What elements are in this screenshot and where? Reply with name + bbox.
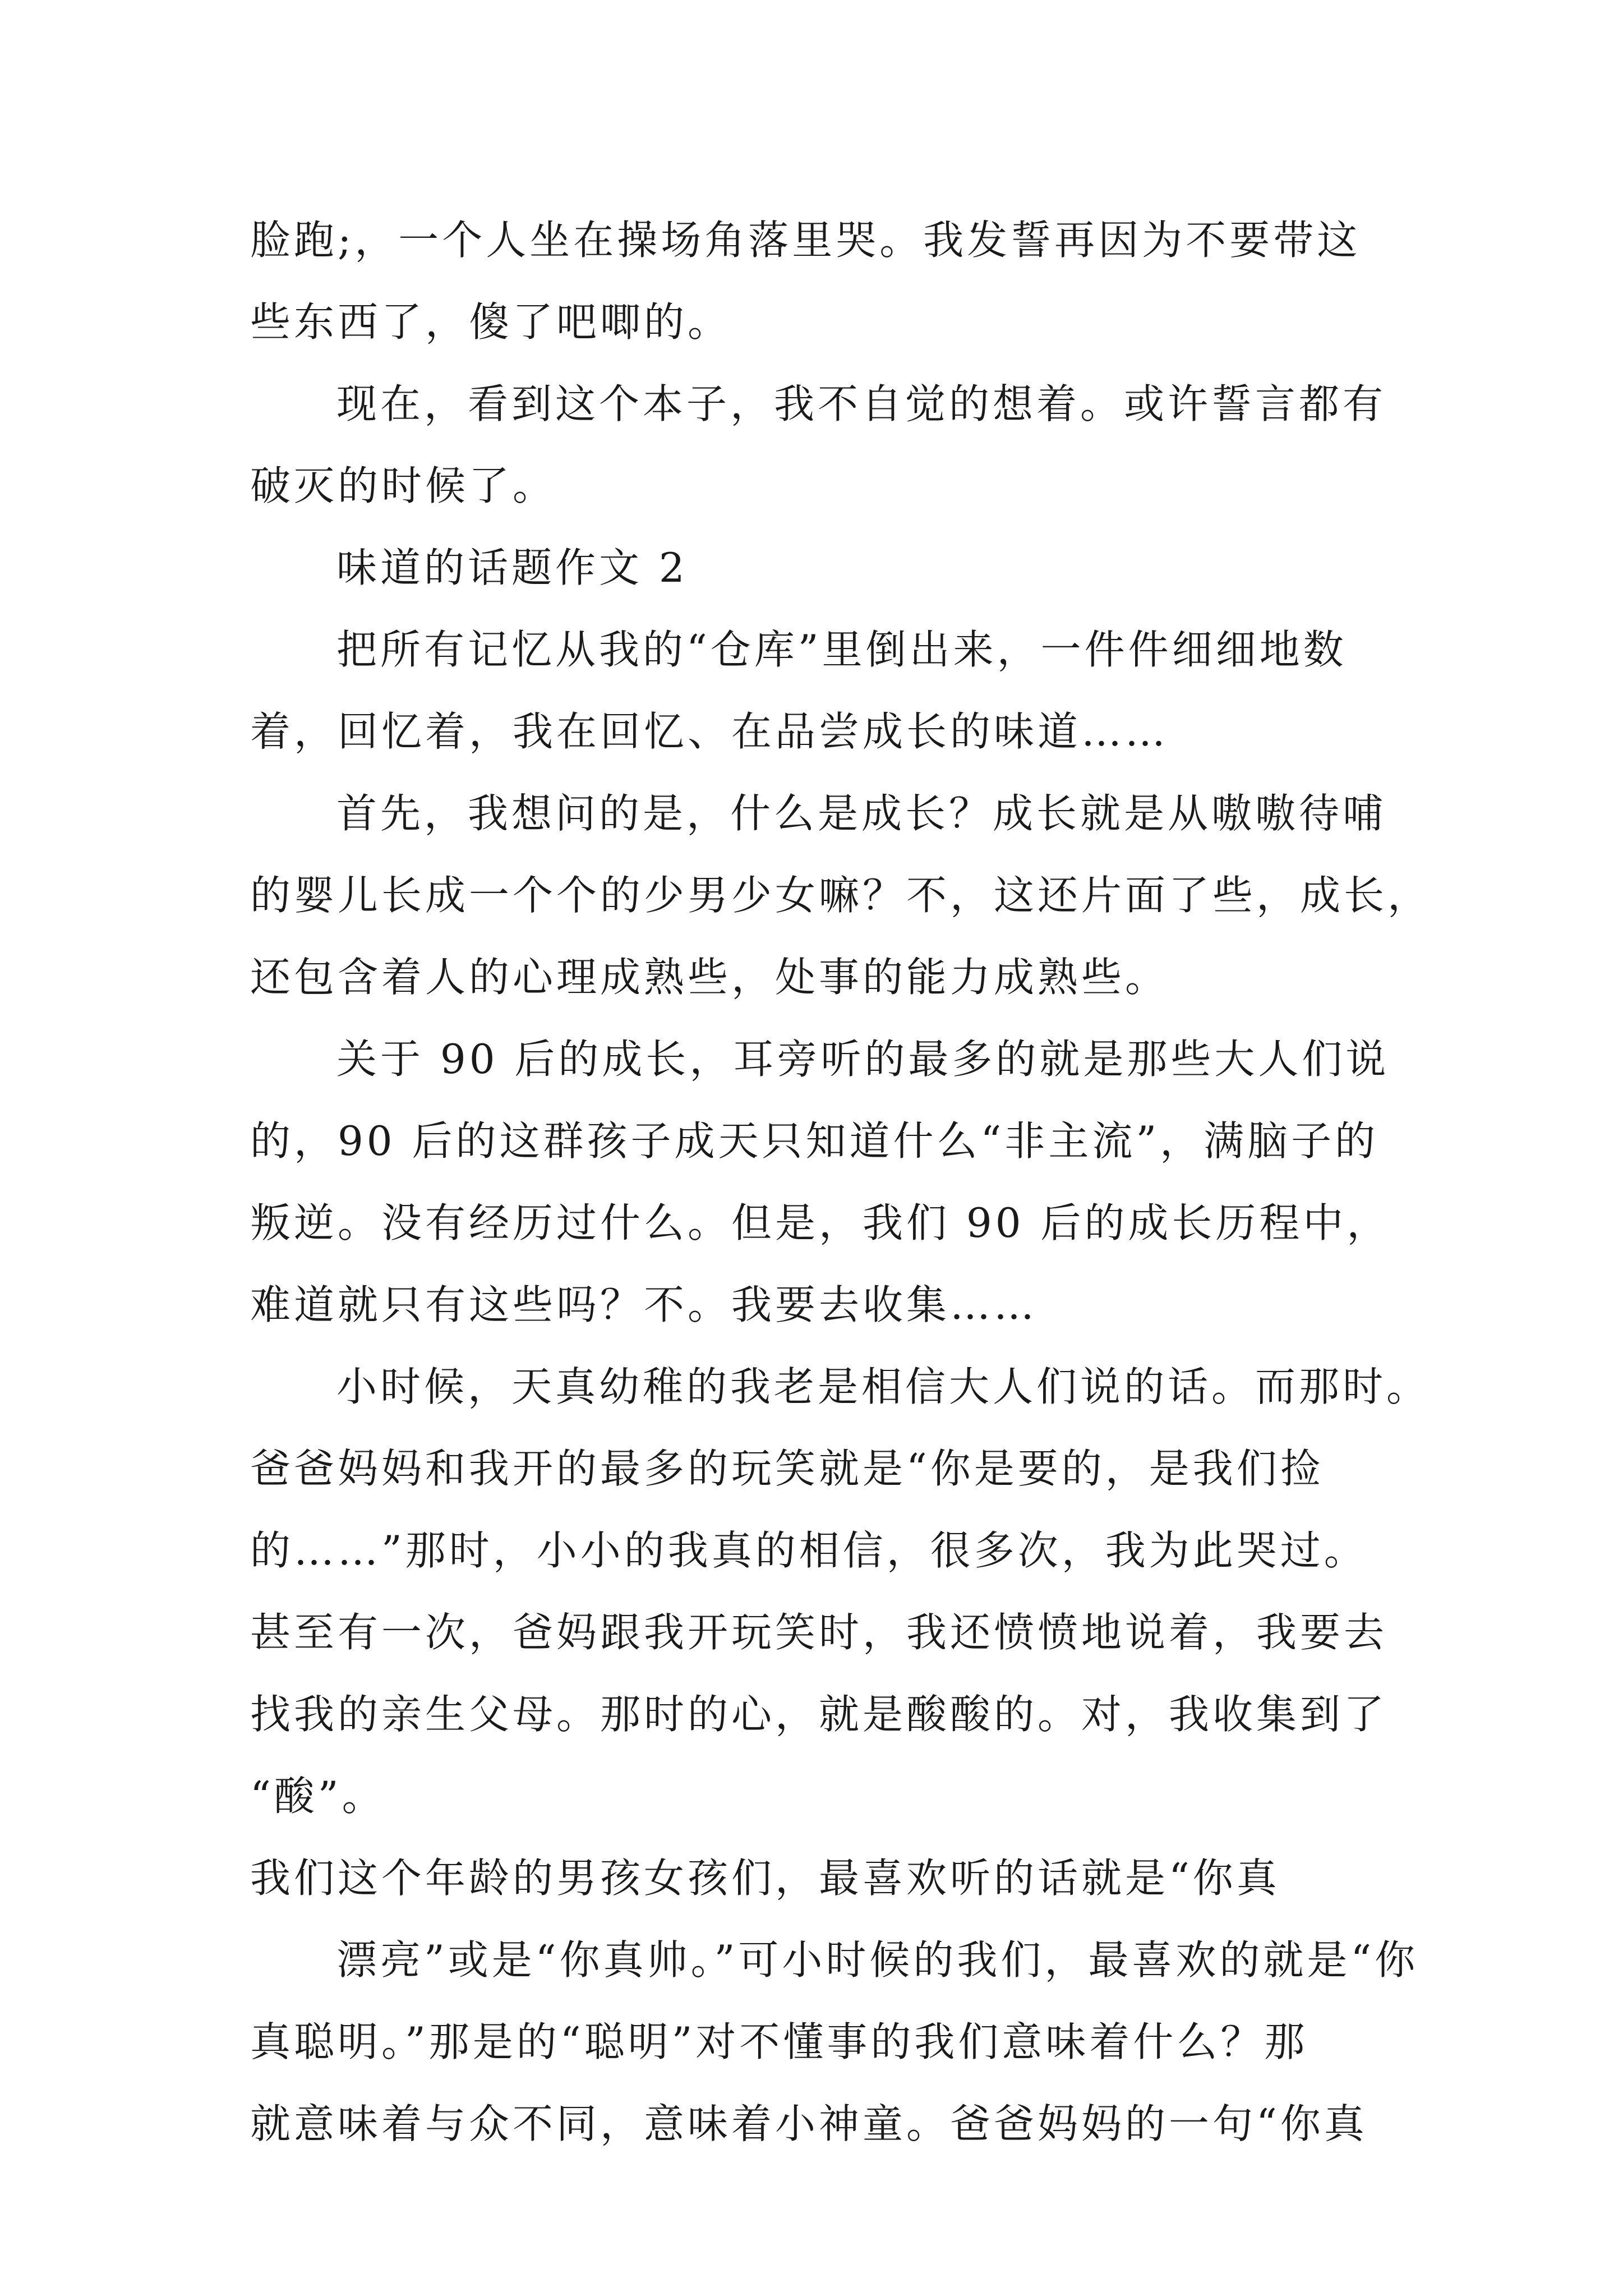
text-line: 破灭的时候了。 — [250, 462, 557, 509]
text-line: 漂亮”或是“你真帅。”可小时候的我们，最喜欢的就是“你 — [336, 1936, 1419, 1984]
text-line: 的……”那时，小小的我真的相信，很多次，我为此哭过。 — [250, 1527, 1368, 1574]
text-line: 难道就只有这些吗？不。我要去收集…… — [250, 1281, 1038, 1328]
text-line: 些东西了，傻了吧唧的。 — [250, 298, 732, 346]
text-line: 小时候，天真幼稚的我老是相信大人们说的话。而那时。 — [336, 1363, 1431, 1410]
text-line: 甚至有一次，爸妈跟我开玩笑时，我还愤愤地说着，我要去 — [250, 1609, 1388, 1656]
text-line: 关于 90 后的成长，耳旁听的最多的就是那些大人们说 — [336, 1036, 1390, 1083]
text-line: 脸跑;，一个人坐在操场角落里哭。我发誓再因为不要带这 — [250, 217, 1361, 264]
text-line: 的，90 后的这群孩子成天只知道什么“非主流”，满脑子的 — [250, 1117, 1379, 1165]
text-line: 爸爸妈妈和我开的最多的玩笑就是“你是要的，是我们捡 — [250, 1445, 1324, 1492]
text-line: 还包含着人的心理成熟些，处事的能力成熟些。 — [250, 954, 1169, 1001]
text-line: 找我的亲生父母。那时的心，就是酸酸的。对，我收集到了 — [250, 1691, 1388, 1738]
text-line: 把所有记忆从我的“仓库”里倒出来，一件件细细地数 — [336, 626, 1347, 673]
section-heading: 味道的话题作文 2 — [336, 544, 688, 591]
text-line: 真聪明。”那是的“聪明”对不懂事的我们意味着什么？那 — [250, 2018, 1308, 2065]
text-line: “酸”。 — [250, 1773, 386, 1820]
text-line: 的婴儿长成一个个的少男少女嘛？不，这还片面了些，成长， — [250, 872, 1432, 919]
text-line: 叛逆。没有经历过什么。但是，我们 90 后的成长历程中， — [250, 1199, 1391, 1246]
text-line: 我们这个年龄的男孩女孩们，最喜欢听的话就是“你真 — [250, 1855, 1280, 1902]
text-line: 就意味着与众不同，意味着小神童。爸爸妈妈的一句“你真 — [250, 2100, 1368, 2147]
text-line: 首先，我想问的是，什么是成长？成长就是从嗷嗷待哺 — [336, 790, 1387, 837]
text-line: 现在，看到这个本子，我不自觉的想着。或许誓言都有 — [336, 380, 1387, 427]
text-line: 着，回忆着，我在回忆、在品尝成长的味道…… — [250, 708, 1169, 755]
